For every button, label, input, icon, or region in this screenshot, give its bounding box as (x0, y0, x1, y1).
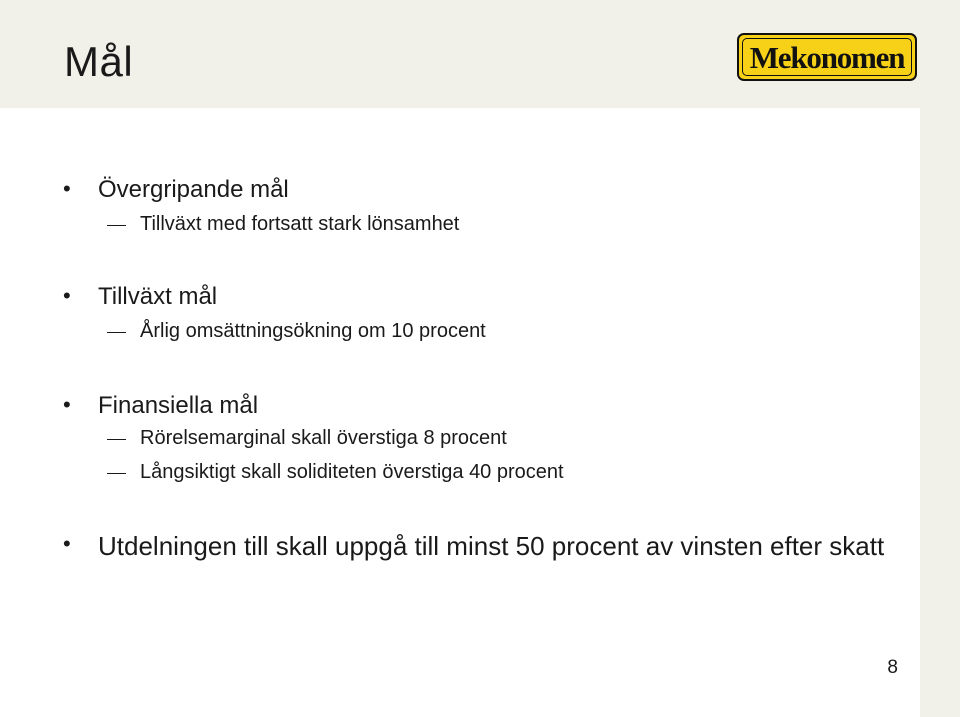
bullet-icon: • (63, 176, 71, 201)
slide-title: Mål (64, 38, 134, 85)
logo-text: Mekonomen (749, 40, 905, 75)
dash-icon (107, 225, 126, 226)
sub-item-text: Årlig omsättningsökning om 10 procent (140, 320, 486, 342)
bullet-text: Övergripande mål (98, 176, 289, 203)
sub-item-text: Rörelsemarginal skall överstiga 8 procent (140, 427, 507, 449)
sub-item-text: Långsiktigt skall soliditeten överstiga 40 procent (140, 461, 564, 483)
page-number: 8 (887, 657, 898, 678)
dash-icon (107, 439, 126, 440)
bullet-text: Utdelningen till skall uppgå till minst 50 procent av vinsten efter skatt (98, 531, 885, 561)
bullet-text: Tillväxt mål (98, 283, 218, 310)
side-band (920, 0, 960, 717)
bullet-icon: • (63, 283, 71, 308)
dash-icon (107, 332, 126, 333)
bullet-icon: • (63, 392, 71, 417)
bullet-icon: • (63, 531, 71, 556)
dash-icon (107, 473, 126, 474)
bullet-text: Finansiella mål (98, 392, 259, 419)
sub-item-text: Tillväxt med fortsatt stark lönsamhet (140, 213, 460, 235)
